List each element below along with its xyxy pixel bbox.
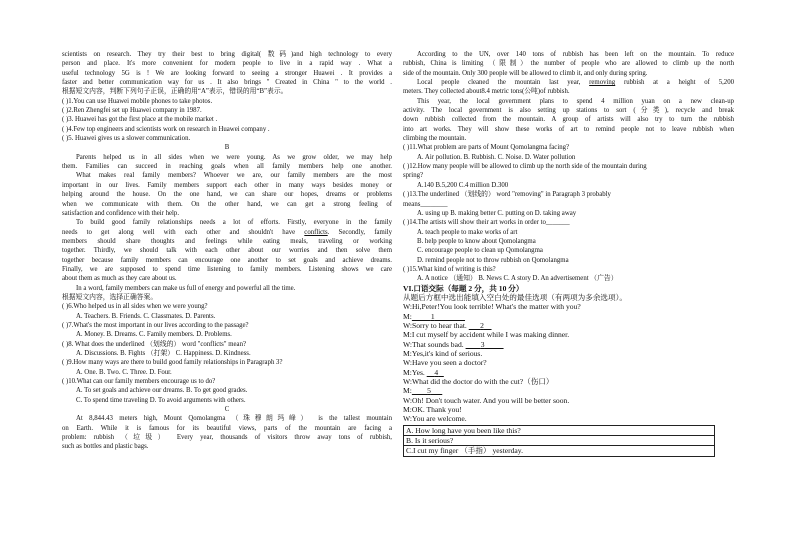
question-14-option: C. encourage people to clean up Qomolangma [417,247,543,255]
question-3: ( )3. Huawei has got the first place at the mobile market . [62,116,218,124]
question-13-continued: means________ [403,200,448,208]
question-9-options: A. One. B. Two. C. Three. D. Four. [76,368,172,376]
passage-b-line: What makes real family members? Whoever we are, our family members are the most [76,172,392,180]
dialogue-line: W:You are welcome. [403,414,467,424]
passage-b-line: In a word, family members can make us full of energy and powerful all the time. [76,284,296,292]
passage-c-line: rubbish, China is limiting （限制）the number of people who are allowed to climb up the north [403,60,734,68]
question-14-option: A. teach people to make works of art [417,228,518,236]
dialogue-line: W:Have you seen a doctor? [403,358,487,368]
question-7-options: A. Money. B. Dreams. C. Family members. D. Problems. [76,331,232,339]
dialogue-line: M:Yes,it's kind of serious. [403,349,483,358]
passage-a-line: person and place. It's more convenient for modern people to live in a rapid way . What a [62,60,392,68]
question-10-options: C. To spend time traveling D. To avoid arguments with others. [76,396,246,404]
choices-box [403,425,715,457]
section-vi-instruction: 从题后方框中选出能填入空白处的最佳选项（有两项为多余选项）。 [403,292,628,302]
question-14-option: B. help people to know about Qomolangma [417,237,536,245]
passage-b-line: satisfaction and confidence with their help. [62,209,180,217]
passage-c-line: According to the UN, over 140 tons of rubbish has been left on the mountain. To reduce [417,51,734,58]
right-column [403,50,734,457]
dialogue-line: M: 5 [403,386,734,395]
passage-c-line: into art works. They will show these works of art to remind people not to leave rubbish when [403,125,734,133]
passage-b-line: them. Families can succeed in reaching goals when all family members help one another. [62,163,392,171]
passage-c-line: meters. They collected about8.4 metric tons(公吨)of rubbish. [403,88,570,96]
underlined-word-conflicts: conflicts [304,228,328,236]
passage-c-line: problem: rubbish （垃圾） Every year, thousands of visitors throw away tons of rubbish, [62,434,392,442]
passage-b-line: important in our lives. Family members support each other in many ways besides money or [62,181,392,189]
question-6-options: A. Teachers. B. Friends. C. Classmates. D. Parents. [76,312,216,320]
passage-b-line: To build good family relationships needs a lot of efforts. Firstly, everyone in the family [76,219,392,227]
dialogue-blank-4[interactable]: 4 [434,367,439,377]
dialogue-line: W:What did the doctor do with the cut?（伤口） [403,377,554,387]
passage-c-line: At 8,844.43 meters high, Mount Qomolangma （珠穆朗玛峰） is the tallest mountain [76,415,392,423]
passage-b-line: members should share thoughts and feelings while eating meals, traveling or working [62,237,392,245]
question-15: ( )15.What kind of writing is this? [403,265,496,273]
passage-c-line: down rubbish collected from the mountain. A group of artists will also try to turn the rubbish [403,116,734,124]
passage-c-line: climbing the mountain. [403,135,467,143]
question-8: ( )8. What does the underlined （划线的） word "conflicts" mean? [62,340,246,348]
passage-a-instruction: 根据短文内容，判断下列句子正误，正确的用“A”表示，错误的用“B”表示。 [62,88,288,96]
passage-b-line: Parents helped us in all sides when we were young. As we grow older, we may help [76,153,392,161]
passage-c-line: such as bottles and plastic bags. [62,443,149,451]
dialogue-blank-5[interactable]: 5 [427,386,431,396]
question-1: ( )1.You can use Huawei mobile phones to take photos. [62,97,213,105]
answer-blank[interactable]: _______ [545,219,570,227]
question-11-options: A. Air pollution. B. Rubbish. C. Noise. D. Water pollution [417,153,576,161]
answer-blank[interactable]: ________ [420,200,448,208]
passage-c-line: This year, the local government plans to spend 4 million yuan on a new clean-up [417,97,734,105]
passage-c-line: side of the mountain. Only 300 people will be allowed to climb it, and only during spring. [403,69,648,77]
dialogue-blank-2[interactable]: 2 [480,320,484,330]
question-11: ( )11.What problem are parts of Mount Qomolangma facing? [403,144,570,152]
question-10: ( )10.What can our family members encourage us to do? [62,378,216,386]
passage-c-line: activity. The local government is also setting up stations to sort (分类), recycle and break [403,107,734,115]
passage-c-line: on Earth. While it is famous for its beautiful views, parts of the mountain are facing a [62,424,392,432]
dialogue-blank-1[interactable]: 1 [430,311,435,321]
passage-b-line: together. Thirdly, we should talk with each other about our worries and then solve them [62,247,392,255]
question-2: ( )2.Ren Zhengfei set up Huawei company in 1987. [62,107,202,115]
question-4: ( )4.Few top engineers and scientists work on research in Huawei company . [62,125,270,133]
passage-b-line: Finally, we are supposed to spend time listening to family members. Listening shows we care [62,265,392,273]
passage-b-line: when we communicate with them. On the other hand, we can get a strong feeling of [62,200,392,208]
dialogue-line: W:Hi,Peter!You look terrible! What's the matter with you? [403,302,581,312]
question-14-option: D. remind people not to throw rubbish on Qomolangma [417,256,569,264]
choice-b: B. Is it serious? [404,436,714,446]
question-8-options: A. Discussions. B. Fights （打架） C. Happiness. D. Kindness. [76,350,251,357]
passage-b-label: B [224,144,230,152]
dialogue-blank-3[interactable]: 3 [480,339,485,349]
passage-b-line: helping around the house. On the one hand, we can share our hopes, dreams or problems [62,191,392,199]
underlined-word-removing: removing [589,79,616,87]
choice-a: A. How long have you been like this? [404,426,714,436]
question-5: ( )5. Huawei gives us a slower communication. [62,135,191,143]
dialogue-line: M:Yes. 4 [403,368,734,377]
question-6: ( )6.Who helped us in all sides when we were young? [62,303,208,311]
choice-c: C.I cut my finger （手指） yesterday. [406,446,523,456]
dialogue-line: W:Sorry to hear that. 2 [403,321,734,330]
question-15-options: A. A notice （通知） B. News C. A story D. An advertisement （广告） [417,275,618,283]
dialogue-line: M: 1 [403,312,734,321]
passage-c-line-removing: Local people cleaned the mountain last year, removing rubbish at a height of 5,200 [417,79,734,87]
question-12-options: A.140 B.5,200 C.4 million D.300 [417,181,509,189]
passage-b-line: together because family members can encourage one another to set goals and achieve dreams. [62,256,392,264]
passage-b-line: about them as much as they care about us. [62,275,177,283]
question-7: ( )7.What's the most important in our lives according to the passage? [62,321,249,329]
question-12-continued: spring? [403,172,424,180]
dialogue-line: M:I cut myself by accident while I was making dinner. [403,330,570,340]
dialogue-line: M:OK. Thank you! [403,405,462,415]
question-13-options: A. using up B. making better C. putting on D. taking away [417,209,577,217]
question-9: ( )9.How many ways are there to build good family relationships in Paragraph 3? [62,359,283,367]
passage-c-label: C [224,406,230,414]
question-12: ( )12.How many people will be allowed to climb up the north side of the mountain during [403,163,647,171]
question-10-options: A. To set goals and achieve our dreams. B. To get good grades. [76,387,248,395]
passage-a-line: useful technology 5G is ! We are looking forward to seeing a stronger Huawei . It provides a [62,69,392,77]
left-column [62,50,392,452]
passage-b-instruction: 根据短文内容，选择正确答案。 [62,293,158,301]
dialogue-line: W:Oh! Don't touch water. And you will be better soon. [403,395,570,405]
section-vi-heading: VI.口语交际（每题 2 分，共 10 分） [403,283,524,293]
dialogue-line: W:That sounds bad. 3 [403,340,734,349]
question-14: ( )14.The artists will show their art works in order to_______ [403,219,570,227]
passage-a-line: faster and better communication way for us . It also brings " Created in China " to the world . [62,79,392,87]
question-13: ( )13.The underlined （划线的） word "removing" in Paragraph 3 probably [403,191,611,199]
passage-a-line: scientists on research. They try their best to bring digital( 数码)and high technology to every [62,51,392,58]
passage-b-line-conflicts: needs to get along well with each other and shouldn't have conflicts. Secondly, family [62,228,392,236]
